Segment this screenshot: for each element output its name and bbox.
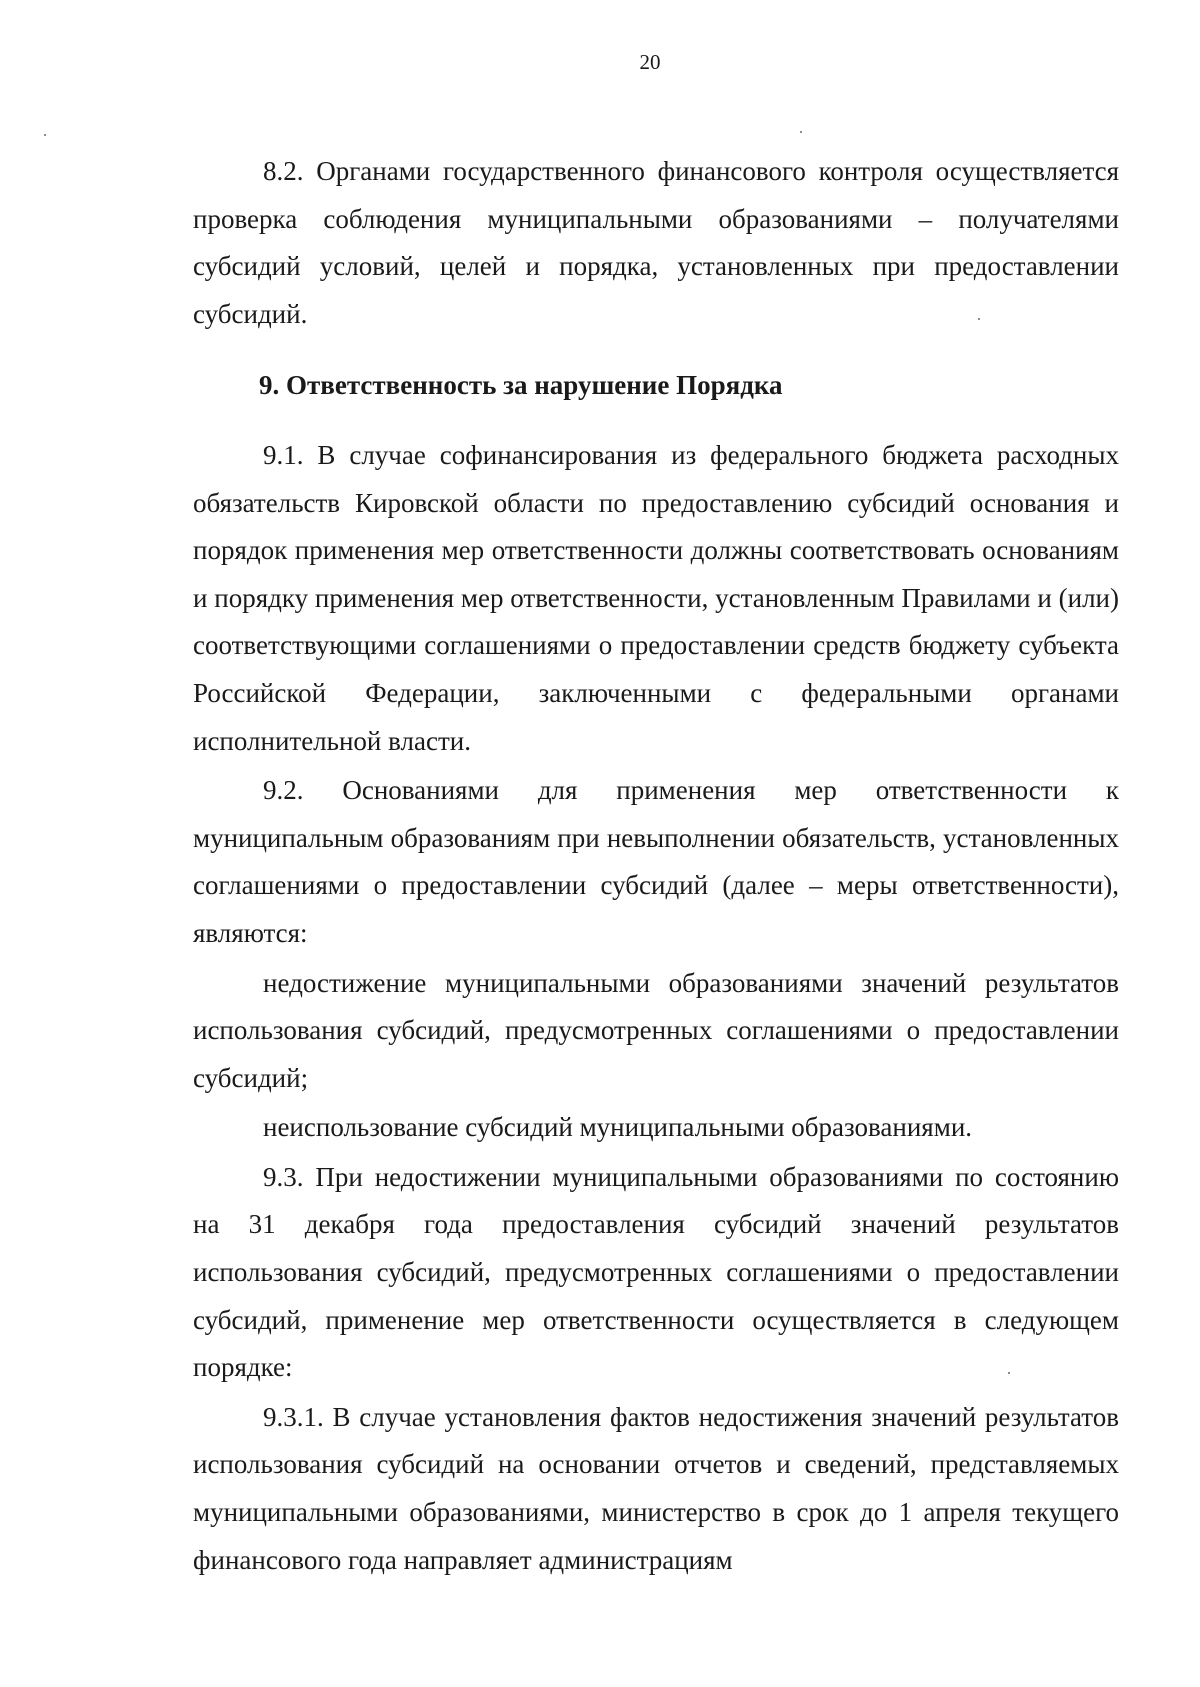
list-item-underachievement: недостижение муниципальными образованиями значений результатов использования субсидий, предусмотренных соглашениями о предоставлении субсидий; [193,967,1119,1093]
paragraph-8-2: 8.2. Органами государственного финансового контроля осуществляется проверка соблюдения муниципальными образованиями – получателями субсидий условий, целей и порядка, установленных при предоставлении субсидий. [193,156,1119,329]
paragraph-9-3-1: 9.3.1. В случае установления фактов недостижения значений результатов использования субсидий на основании отчетов и сведений, представляемых муниципальными образованиями, министерство в срок до 1 апреля текущего финансового года направляет администрациям [193,1401,1119,1575]
section-heading-9: 9. Ответственность за нарушение Порядка [259,370,783,401]
document-body [193,148,1119,1584]
paragraph-9-2: 9.2. Основаниями для применения мер ответственности к муниципальным образованиям при невыполнении обязательств, установленных соглашениями о предоставлении субсидий (далее – меры ответственности), являются: [193,775,1119,948]
paragraph-9-3: 9.3. При недостижении муниципальными образованиями по состоянию на 31 декабря года предоставления субсидий значений результатов использования субсидий, предусмотренных соглашениями о предоставлении субсидий, применение мер ответственности осуществляется в следующем порядке: [193,1161,1119,1383]
scan-speck [800,131,802,133]
list-item-nonuse: неиспользование субсидий муниципальными образованиями. [263,1112,973,1143]
paragraph-9-1: 9.1. В случае софинансирования из федерального бюджета расходных обязательств Кировской области по предоставлению субсидий основания и порядок применения мер ответственности должны соответствовать основаниям и порядку применения мер ответственности, установленным Правилами и (или) соответствующими соглашениями о предоставлении средств бюджету субъекта Российской Федерации, заключенными с федеральными органами исполнительной власти. [193,439,1119,756]
scan-speck [44,134,46,136]
page-number: 20 [639,50,661,74]
